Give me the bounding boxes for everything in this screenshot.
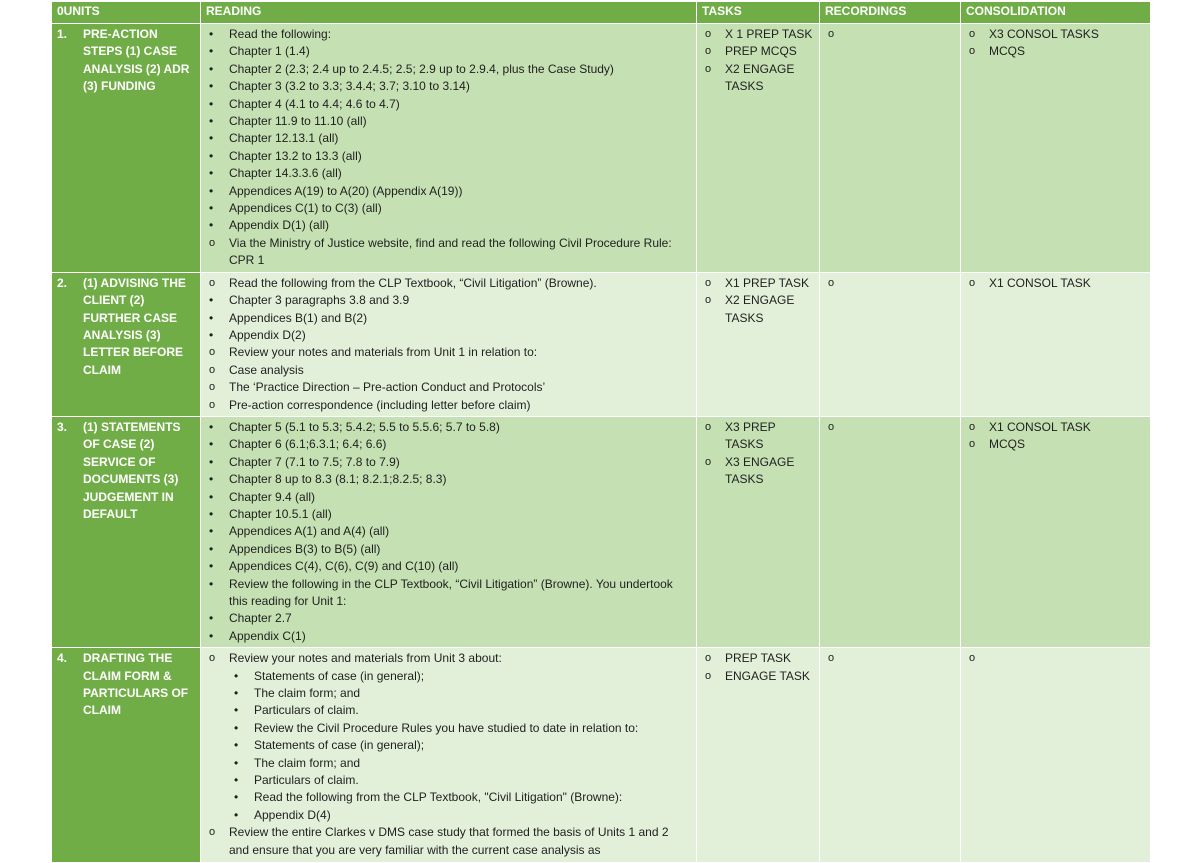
circle-bullet-icon: o [209, 236, 216, 249]
list-item-text: Appendix C(1) [229, 628, 306, 643]
bullet-icon: • [234, 686, 239, 701]
list-item [206, 200, 691, 217]
list-item-text: Chapter 3 paragraphs 3.8 and 3.9 [229, 293, 410, 308]
list-item-text: Appendices A(1) and A(4) (all) [229, 524, 390, 539]
consolidation-cell [961, 648, 1151, 863]
list-item [206, 397, 691, 414]
list-item-text: Appendices C(1) to C(3) (all) [229, 201, 382, 216]
list-item [206, 720, 691, 737]
list-item [206, 26, 691, 43]
circle-bullet-icon: o [705, 669, 712, 682]
bullet-icon: • [209, 148, 214, 163]
consolidation-list [966, 650, 1145, 667]
tasks-cell [697, 648, 820, 863]
list-item-text: Review your notes and materials from Unit 1 in relation to: [229, 345, 538, 360]
list-item [206, 292, 691, 309]
consolidation-list [966, 26, 1145, 61]
list-item [206, 650, 691, 667]
bullet-icon: • [209, 79, 214, 94]
list-item-text: Chapter 2 (2.3; 2.4 up to 2.4.5; 2.5; 2.9 up to 2.9.4, plus the Case Study) [229, 61, 614, 76]
list-item-text: PREP TASK [725, 651, 792, 666]
reading-list [206, 419, 691, 645]
list-item-text: Appendices B(3) to B(5) (all) [229, 541, 381, 556]
bullet-icon: • [234, 738, 239, 753]
list-item [206, 807, 691, 824]
circle-bullet-icon: o [705, 652, 712, 665]
bullet-icon: • [234, 773, 239, 788]
list-item-text: Particulars of claim. [254, 773, 359, 788]
circle-bullet-icon: o [828, 420, 835, 433]
tasks-cell [697, 24, 820, 273]
circle-bullet-icon: o [705, 420, 712, 433]
bullet-icon: • [234, 807, 239, 822]
list-item [825, 650, 955, 667]
list-item [206, 217, 691, 234]
list-item [966, 275, 1145, 292]
list-item-text: MCQS [989, 437, 1025, 452]
circle-bullet-icon: o [705, 455, 712, 468]
list-item [206, 130, 691, 147]
tasks-list [702, 26, 814, 96]
reading-cell [201, 416, 697, 647]
bullet-icon: • [209, 166, 214, 181]
recordings-cell [820, 416, 961, 647]
bullet-icon: • [234, 703, 239, 718]
bullet-icon: • [209, 183, 214, 198]
circle-bullet-icon: o [969, 652, 976, 665]
list-item [702, 650, 814, 667]
list-item [206, 789, 691, 806]
circle-bullet-icon: o [209, 276, 216, 289]
list-item-text: Case analysis [229, 362, 304, 377]
list-item-text: Chapter 9.4 (all) [229, 489, 316, 504]
bullet-icon: • [209, 96, 214, 111]
bullet-icon: • [209, 27, 214, 41]
consolidation-cell [961, 272, 1151, 416]
list-item-text: Pre-action correspondence (including letter before claim) [229, 397, 531, 412]
list-item [825, 419, 955, 436]
list-item-text: X1 CONSOL TASK [989, 419, 1091, 434]
list-item [966, 419, 1145, 436]
list-item-text: Via the Ministry of Justice website, find and read the following Civil Procedure Rule: CPR 1 [229, 235, 672, 268]
bullet-icon: • [209, 310, 214, 325]
unit-name: (1) STATEMENTS OF CASE (2) SERVICE OF DOCUMENTS (3) JUDGEMENT IN DEFAULT [83, 419, 181, 521]
list-item [966, 26, 1145, 43]
list-item-text [848, 419, 955, 436]
list-item [966, 43, 1145, 60]
list-item-text: ENGAGE TASK [725, 668, 810, 683]
list-item [206, 113, 691, 130]
bullet-icon: • [209, 454, 214, 469]
list-item-text: Appendix D(1) (all) [229, 218, 330, 233]
list-item [206, 576, 691, 611]
list-item [702, 668, 814, 685]
list-item [702, 43, 814, 60]
circle-bullet-icon: o [209, 826, 216, 839]
bullet-icon: • [209, 524, 214, 539]
list-item [206, 379, 691, 396]
list-item-text: Chapter 5 (5.1 to 5.3; 5.4.2; 5.5 to 5.5.6; 5.7 to 5.8) [229, 419, 500, 434]
unit-number: 2. [57, 275, 68, 290]
reading-cell [201, 24, 697, 273]
list-item-text: Chapter 14.3.3.6 (all) [229, 166, 342, 181]
circle-bullet-icon: o [209, 381, 216, 394]
list-item [206, 454, 691, 471]
list-item [206, 668, 691, 685]
circle-bullet-icon: o [828, 652, 835, 665]
list-item [206, 327, 691, 344]
consolidation-cell [961, 24, 1151, 273]
list-item-text: Chapter 4 (4.1 to 4.4; 4.6 to 4.7) [229, 96, 400, 111]
recordings-cell [820, 24, 961, 273]
circle-bullet-icon: o [209, 652, 216, 665]
unit-cell [52, 416, 201, 647]
list-item [206, 43, 691, 60]
list-item-text: Appendices B(1) and B(2) [229, 310, 368, 325]
bullet-icon: • [234, 755, 239, 770]
circle-bullet-icon: o [969, 438, 976, 451]
list-item [966, 436, 1145, 453]
bullet-icon: • [209, 218, 214, 233]
recordings-list [825, 275, 955, 292]
list-item [206, 96, 691, 113]
list-item [702, 419, 814, 454]
unit-number: 1. [57, 27, 68, 41]
list-item-text [848, 26, 955, 43]
list-item [206, 471, 691, 488]
list-item-text: Appendices C(4), C(6), C(9) and C(10) (all) [229, 559, 459, 574]
circle-bullet-icon: o [705, 62, 712, 75]
list-item [702, 292, 814, 327]
circle-bullet-icon: o [705, 276, 712, 289]
unit-title [57, 26, 195, 96]
list-item [825, 26, 955, 43]
consolidation-list [966, 275, 1145, 292]
list-item-text: Chapter 3 (3.2 to 3.3; 3.4.4; 3.7; 3.10 to 3.14) [229, 79, 470, 94]
bullet-icon: • [209, 114, 214, 129]
list-item-text: X3 CONSOL TASKS [989, 27, 1099, 41]
unit-row-1 [52, 24, 1151, 273]
unit-cell [52, 24, 201, 273]
list-item [206, 165, 691, 182]
unit-number: 4. [57, 651, 68, 666]
header-consolidation: CONSOLIDATION [961, 2, 1151, 24]
list-item [206, 541, 691, 558]
list-item [702, 275, 814, 292]
list-item-text: X 1 PREP TASK [725, 27, 813, 41]
circle-bullet-icon: o [828, 276, 835, 289]
list-item-text: Review the entire Clarkes v DMS case study that formed the basis of Units 1 and 2 and ensure that you are very familiar with the current case analysis as [229, 825, 669, 857]
list-item [206, 419, 691, 436]
list-item-text: X2 ENGAGE TASKS [725, 61, 795, 94]
tasks-list [702, 419, 814, 489]
list-item-text: The claim form; and [254, 755, 361, 770]
list-item [206, 737, 691, 754]
list-item-text: Chapter 1 (1.4) [229, 44, 310, 59]
list-item [206, 275, 691, 292]
list-item-text: Read the following from the CLP Textbook, “Civil Litigation” (Browne). [229, 275, 597, 290]
bullet-icon: • [209, 61, 214, 76]
list-item-text: Appendices A(19) to A(20) (Appendix A(19)) [229, 183, 463, 198]
list-item-text: X1 CONSOL TASK [989, 275, 1091, 290]
header-row [52, 2, 1151, 24]
list-item [206, 61, 691, 78]
list-item [206, 310, 691, 327]
unit-title [57, 419, 195, 523]
list-item-text: Chapter 11.9 to 11.10 (all) [229, 114, 367, 129]
list-item-text: Read the following from the CLP Textbook, "Civil Litigation" (Browne): [254, 790, 623, 805]
tasks-cell [697, 416, 820, 647]
bullet-icon: • [209, 327, 214, 342]
bullet-icon: • [209, 489, 214, 504]
units-table [51, 1, 1151, 863]
unit-row-4 [52, 648, 1151, 863]
unit-name: DRAFTING THE CLAIM FORM & PARTICULARS OF CLAIM [83, 651, 189, 718]
list-item-text: X2 ENGAGE TASKS [725, 293, 795, 325]
bullet-icon: • [209, 506, 214, 521]
unit-name: (1) ADVISING THE CLIENT (2) FURTHER CASE ANALYSIS (3) LETTER BEFORE CLAIM [83, 275, 186, 377]
list-item-text: PREP MCQS [725, 44, 797, 59]
bullet-icon: • [209, 628, 214, 643]
list-item-text: Chapter 13.2 to 13.3 (all) [229, 148, 362, 163]
circle-bullet-icon: o [209, 363, 216, 376]
circle-bullet-icon: o [705, 45, 712, 58]
unit-row-3 [52, 416, 1151, 647]
recordings-cell [820, 272, 961, 416]
unit-number: 3. [57, 419, 68, 434]
recordings-list [825, 26, 955, 43]
list-item [206, 558, 691, 575]
header-recordings: RECORDINGS [820, 2, 961, 24]
list-item-text: Statements of case (in general); [254, 738, 425, 753]
bullet-icon: • [209, 541, 214, 556]
reading-list [206, 650, 691, 859]
list-item [206, 148, 691, 165]
unit-name: PRE-ACTION STEPS (1) CASE ANALYSIS (2) ADR (3) FUNDING [83, 27, 190, 94]
bullet-icon: • [234, 720, 239, 735]
list-item-text: Review the following in the CLP Textbook, “Civil Litigation” (Browne). You undertook this reading for Unit 1: [229, 576, 673, 608]
list-item-text: Review the Civil Procedure Rules you have studied to date in relation to: [254, 720, 639, 735]
list-item [206, 344, 691, 361]
bullet-icon: • [209, 611, 214, 626]
list-item-text [848, 650, 955, 667]
bullet-icon: • [209, 44, 214, 59]
list-item-text: Chapter 6 (6.1;6.3.1; 6.4; 6.6) [229, 437, 387, 452]
list-item-text: Appendix D(4) [254, 807, 331, 822]
list-item-text: The claim form; and [254, 686, 361, 701]
unit-cell [52, 272, 201, 416]
unit-title [57, 275, 195, 379]
bullet-icon: • [209, 559, 214, 574]
list-item-text: X3 ENGAGE TASKS [725, 454, 795, 487]
recordings-cell [820, 648, 961, 863]
list-item-text: Chapter 8 up to 8.3 (8.1; 8.2.1;8.2.5; 8.3) [229, 472, 447, 487]
unit-title [57, 650, 195, 720]
list-item [206, 523, 691, 540]
tasks-cell [697, 272, 820, 416]
list-item [206, 78, 691, 95]
list-item [206, 489, 691, 506]
list-item [206, 702, 691, 719]
bullet-icon: • [209, 437, 214, 452]
circle-bullet-icon: o [705, 294, 712, 307]
circle-bullet-icon: o [828, 28, 835, 40]
recordings-list [825, 419, 955, 436]
bullet-icon: • [234, 668, 239, 683]
header-units: 0UNITS [52, 2, 201, 24]
unit-cell [52, 648, 201, 863]
reading-cell [201, 648, 697, 863]
list-item [206, 824, 691, 859]
bullet-icon: • [209, 201, 214, 216]
list-item [206, 685, 691, 702]
list-item-text [848, 275, 955, 292]
list-item [206, 772, 691, 789]
list-item [966, 650, 1145, 667]
circle-bullet-icon: o [209, 398, 216, 411]
circle-bullet-icon: o [969, 28, 976, 40]
list-item-text: Read the following: [229, 27, 332, 41]
tasks-list [702, 275, 814, 327]
bullet-icon: • [209, 419, 214, 434]
unit-row-2 [52, 272, 1151, 416]
list-item [206, 235, 691, 270]
list-item [206, 628, 691, 645]
list-item-text: The ‘Practice Direction – Pre-action Conduct and Protocols’ [229, 380, 546, 395]
reading-list [206, 275, 691, 414]
consolidation-cell [961, 416, 1151, 647]
list-item-text: Statements of case (in general); [254, 668, 425, 683]
bullet-icon: • [234, 790, 239, 805]
list-item [206, 755, 691, 772]
list-item [702, 61, 814, 96]
list-item-text: Chapter 2.7 [229, 611, 292, 626]
header-reading: READING [201, 2, 697, 24]
bullet-icon: • [209, 576, 214, 591]
bullet-icon: • [209, 131, 214, 146]
reading-cell [201, 272, 697, 416]
list-item [702, 26, 814, 43]
list-item-text [989, 650, 1145, 667]
list-item-text: MCQS [989, 44, 1025, 59]
circle-bullet-icon: o [705, 28, 712, 40]
list-item [206, 610, 691, 627]
list-item-text: X1 PREP TASK [725, 275, 810, 290]
header-tasks: TASKS [697, 2, 820, 24]
list-item [702, 454, 814, 489]
reading-list [206, 26, 691, 270]
list-item [206, 506, 691, 523]
circle-bullet-icon: o [209, 346, 216, 359]
circle-bullet-icon: o [969, 420, 976, 433]
list-item [206, 436, 691, 453]
list-item-text: Review your notes and materials from Unit 3 about: [229, 651, 502, 666]
consolidation-list [966, 419, 1145, 454]
circle-bullet-icon: o [969, 45, 976, 58]
list-item-text: X3 PREP TASKS [725, 419, 776, 452]
list-item-text: Particulars of claim. [254, 703, 359, 718]
circle-bullet-icon: o [969, 276, 976, 289]
list-item-text: Appendix D(2) [229, 327, 306, 342]
list-item-text: Chapter 12.13.1 (all) [229, 131, 339, 146]
bullet-icon: • [209, 293, 214, 308]
list-item [825, 275, 955, 292]
list-item [206, 183, 691, 200]
tasks-list [702, 650, 814, 685]
list-item-text: Chapter 7 (7.1 to 7.5; 7.8 to 7.9) [229, 454, 400, 469]
list-item [206, 362, 691, 379]
bullet-icon: • [209, 472, 214, 487]
recordings-list [825, 650, 955, 667]
list-item-text: Chapter 10.5.1 (all) [229, 506, 332, 521]
